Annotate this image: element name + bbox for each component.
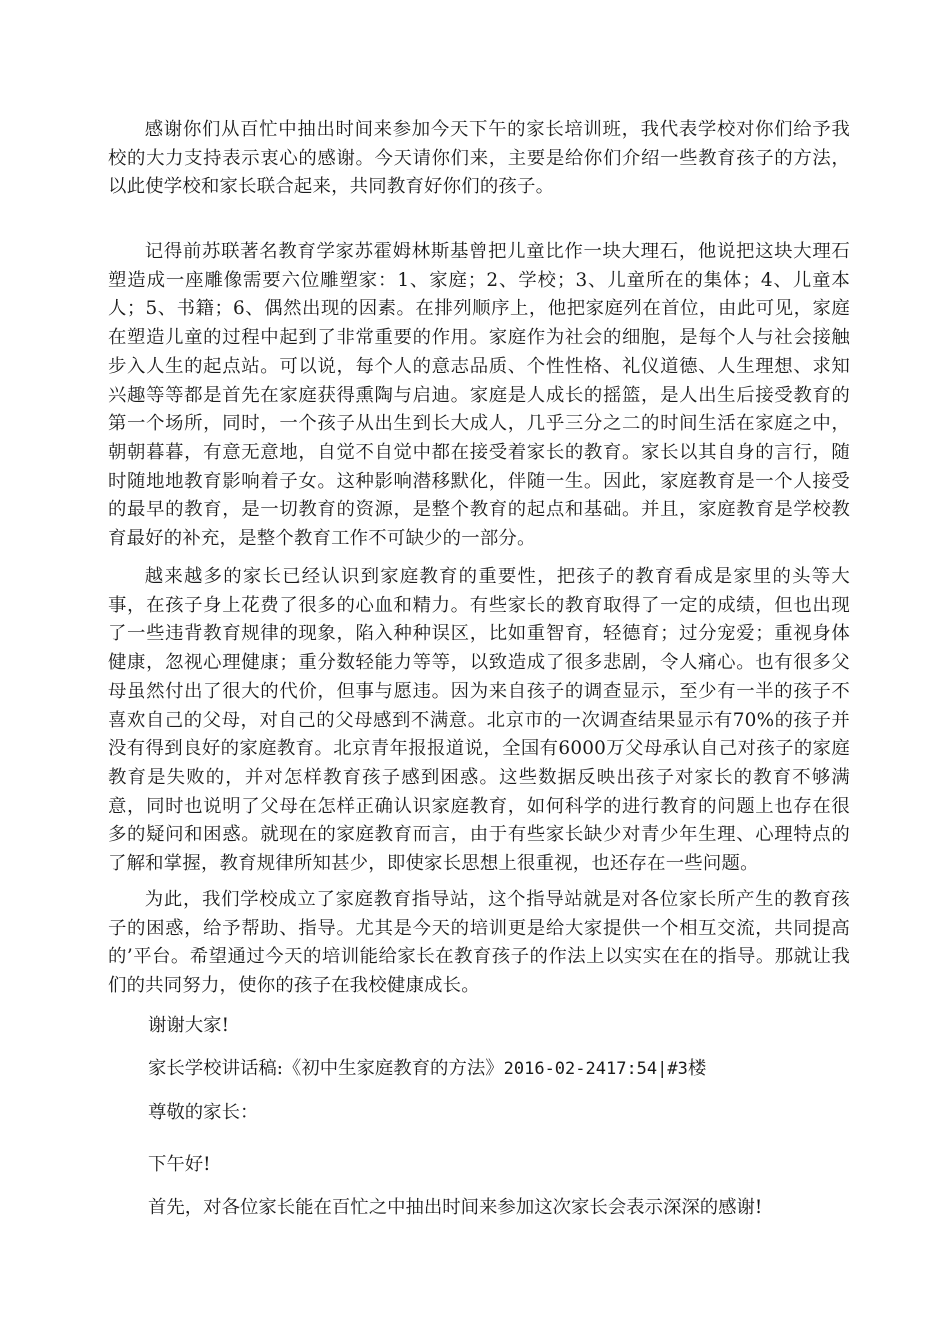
post-header-meta: 2016-02-2417:54|#3 (503, 1059, 688, 1079)
paragraph-parent-awareness: 越来越多的家长已经认识到家庭教育的重要性，把孩子的教育看成是家里的头等大事，在孩子身上花费了很多的心血和精力。有些家长的教育取得了一定的成绩，但也出现了一些违背教育规律的现象，陷入种种误区，比如重智育，轻德育；过分宠爱；重视身体健康，忽视心理健康；重分数轻能力等等，以致造成了很多悲剧，令人痛心。也有很多父母虽然付出了很大的代价，但事与愿违。因为来自孩子的调查显示，至少有一半的孩子不喜欢自己的父母，对自己的父母感到不满意。北京市的一次调查结果显示有70%的孩子并没有得到良好的家庭教育。北京青年报报道说，全国有6000万父母承认自己对孩子的家庭教育是失败的，并对怎样教育孩子感到困惑。这些数据反映出孩子对家长的教育不够满意，同时也说明了父母在怎样正确认识家庭教育，如何科学的进行教育的问题上也存在很多的疑问和困惑。就现在的家庭教育而言，由于有些家长缺少对青少年生理、心理特点的了解和掌握，教育规律所知甚少，即使家长思想上很重视，也还存在一些问题。 (108, 566, 850, 875)
paragraph-guidance-station: 为此，我们学校成立了家庭教育指导站，这个指导站就是对各位家长所产生的教育孩子的困惑，给予帮助、指导。尤其是今天的培训更是给大家提供一个相互交流，共同提高的’平台。希望通过今天的培训能给家长在教育孩子的作法上以实实在在的指导。那就让我们的共同努力，使你的孩子在我校健康成长。 (108, 889, 850, 997)
post-header-floor: 楼 (687, 1058, 707, 1079)
post-header-title: 家长学校讲话稿:《初中生家庭教育的方法》 (148, 1058, 504, 1079)
greeting-line: 下午好! (148, 1154, 211, 1175)
thanks-line: 谢谢大家! (148, 1015, 229, 1036)
paragraph-intro: 感谢你们从百忙中抽出时间来参加今天下午的家长培训班，我代表学校对你们给予我校的大力支持表示衷心的感谢。今天请你们来，主要是给你们介绍一些教育孩子的方法，以此使学校和家长联合起来，共同教育好你们的孩子。 (108, 119, 850, 198)
document-page (108, 0, 850, 1344)
opening-line: 首先，对各位家长能在百忙之中抽出时间来参加这次家长会表示深深的感谢! (148, 1197, 763, 1218)
post-header (148, 1055, 706, 1083)
paragraph-family-importance: 记得前苏联著名教育学家苏霍姆林斯基曾把儿童比作一块大理石，他说把这块大理石塑造成一座雕像需要六位雕塑家：1、家庭；2、学校；3、儿童所在的集体；4、儿童本人；5、书籍；6、偶然出现的因素。在排列顺序上，他把家庭列在首位，由此可见，家庭在塑造儿童的过程中起到了非常重要的作用。家庭作为社会的细胞，是每个人与社会接触步入人生的起点站。可以说，每个人的意志品质、个性性格、礼仪道德、人生理想、求知兴趣等等都是首先在家庭获得熏陶与启迪。家庭是人成长的摇篮，是人出生后接受教育的第一个场所，同时，一个孩子从出生到长大成人，几乎三分之二的时间生活在家庭之中，朝朝暮暮，有意无意地，自觉不自觉中都在接受着家长的教育。家长以其自身的言行，随时随地地教育影响着子女。这种影响潜移默化，伴随一生。因此，家庭教育是一个人接受的最早的教育，是一切教育的资源，是整个教育的起点和基础。并且，家庭教育是学校教育最好的补充，是整个教育工作不可缺少的一部分。 (108, 241, 850, 550)
salutation-line: 尊敬的家长： (148, 1102, 259, 1123)
